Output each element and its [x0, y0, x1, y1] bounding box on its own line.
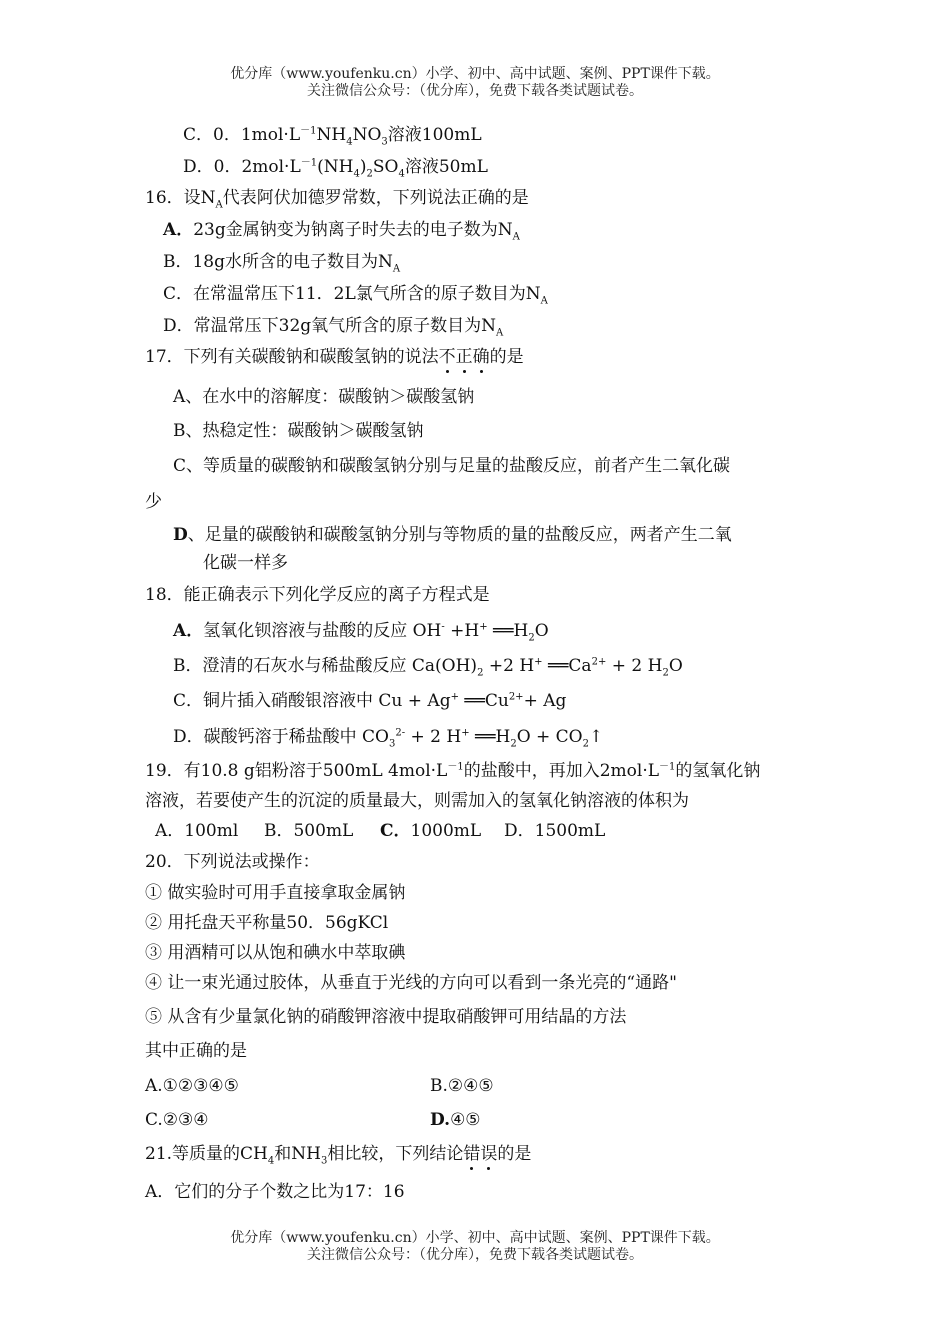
q17-option-b: B、热稳定性：碳酸钠＞碳酸氢钠 [173, 421, 424, 441]
q17-stem: 17．下列有关碳酸钠和碳酸氢钠的说法不正确的是 [145, 347, 524, 367]
q17-option-d-line2: 化碳一样多 [203, 553, 288, 573]
q15-option-d: D．0．$2mol\cdot L^{-1}(NH_4)_2SO_4$溶液50mL [183, 157, 488, 180]
q20-item-3: ③ 用酒精可以从饱和碘水中萃取碘 [145, 943, 406, 963]
q20-option-a: A.①②③④⑤ [145, 1076, 239, 1096]
q20-stem: 20．下列说法或操作： [145, 852, 320, 872]
q18-option-b: B．澄清的石灰水与稀盐酸反应 $Ca(OH)_2 +2$ H+ $══Ca^{2+} + 2$ $H_2O$ [173, 656, 683, 679]
q20-ask: 其中正确的是 [145, 1041, 247, 1061]
q19-option-c: C．1000mL [380, 821, 482, 841]
q20-item-1: ① 做实验时可用手直接拿取金属钠 [145, 883, 406, 903]
q18-option-a: A．氢氧化钡溶液与盐酸的反应 OH- +H+ $══H_2O$ [173, 621, 549, 644]
q19-option-b: B．500mL [264, 821, 354, 841]
emphasis-dot-char: 错 [463, 1144, 481, 1164]
q20-option-b: B.②④⑤ [430, 1076, 494, 1096]
q21-option-a: A．它们的分子个数之比为17：16 [145, 1182, 405, 1202]
page-footer [0, 1230, 950, 1264]
emphasis-dot-char: 误 [480, 1144, 498, 1164]
header-line-1: 优分库（www.youfenku.cn）小学、初中、高中试题、案例、PPT课件下载。 [230, 66, 720, 82]
q19-option-a: A．100ml [155, 821, 239, 841]
q16-option-b: B．18g水所含的电子数目为$N_A$ [163, 252, 401, 275]
q17-option-a: A、在水中的溶解度：碳酸钠＞碳酸氢钠 [173, 387, 475, 407]
q20-option-d: D.④⑤ [430, 1110, 481, 1130]
page-header [0, 66, 950, 100]
footer-line-1: 优分库（www.youfenku.cn）小学、初中、高中试题、案例、PPT课件下载。 [230, 1230, 720, 1246]
q20-item-2: ② 用托盘天平称量50．56gKCl [145, 913, 389, 933]
q21-stem: 21.等质量的$CH_4$和$NH_3$相比较，下列结论错误的是 [145, 1144, 532, 1167]
q16-option-d: D．常温常压下32g氧气所含的原子数目为$N_A$ [163, 316, 504, 339]
q19-stem-line2: 溶液，若要使产生的沉淀的质量最大，则需加入的氢氧化钠溶液的体积为 [145, 791, 689, 811]
q16-option-a: A．23g金属钠变为钠离子时失去的电子数为$N_A$ [163, 220, 520, 243]
q20-item-5: ⑤ 从含有少量氯化钠的硝酸钾溶液中提取硝酸钾可用结晶的方法 [145, 1007, 627, 1027]
q20-item-4: ④ 让一束光通过胶体，从垂直于光线的方向可以看到一条光亮的“通路" [145, 973, 677, 993]
footer-line-2: 关注微信公众号：（优分库），免费下载各类试题试卷。 [307, 1247, 643, 1263]
q17-option-c-line2: 少 [145, 492, 162, 512]
q16-stem: 16．设$N_A$代表阿伏加德罗常数，下列说法正确的是 [145, 188, 529, 211]
q18-option-d: D．碳酸钙溶于稀盐酸中 $CO_3^{2-} + 2$ H+ $══H_2O$ + $CO_2↑$ [173, 727, 604, 750]
q19-option-d: D．1500mL [504, 821, 606, 841]
q15-option-c: C．0．$1mol\cdot L^{-1}NH_4NO_3$溶液100mL [183, 125, 482, 148]
q20-option-c: C.②③④ [145, 1110, 209, 1130]
q19-stem-line1: 19．有10.8 g铝粉溶于500mL $4mol\cdot L^{-1}$的盐酸中，再加入$2mol\cdot L^{-1}$的氢氧化钠 [145, 761, 761, 781]
emphasis-dot-char: 不 [438, 347, 456, 367]
q18-stem: 18．能正确表示下列化学反应的离子方程式是 [145, 585, 490, 605]
q18-option-c: C．铜片插入硝酸银溶液中 Cu + Ag+ $══Cu^{2+}+ Ag$ [173, 691, 567, 711]
q16-option-c: C．在常温常压下11．2L氯气所含的原子数目为$N_A$ [163, 284, 548, 307]
header-line-2: 关注微信公众号：（优分库），免费下载各类试题试卷。 [307, 83, 643, 99]
emphasis-dot-char: 正 [455, 347, 473, 367]
q17-option-c-line1: C、等质量的碳酸钠和碳酸氢钠分别与足量的盐酸反应，前者产生二氧化碳 [173, 456, 731, 476]
emphasis-dot-char: 确 [472, 347, 490, 367]
q17-option-d-line1: D、足量的碳酸钠和碳酸氢钠分别与等物质的量的盐酸反应，两者产生二氧 [173, 525, 732, 545]
